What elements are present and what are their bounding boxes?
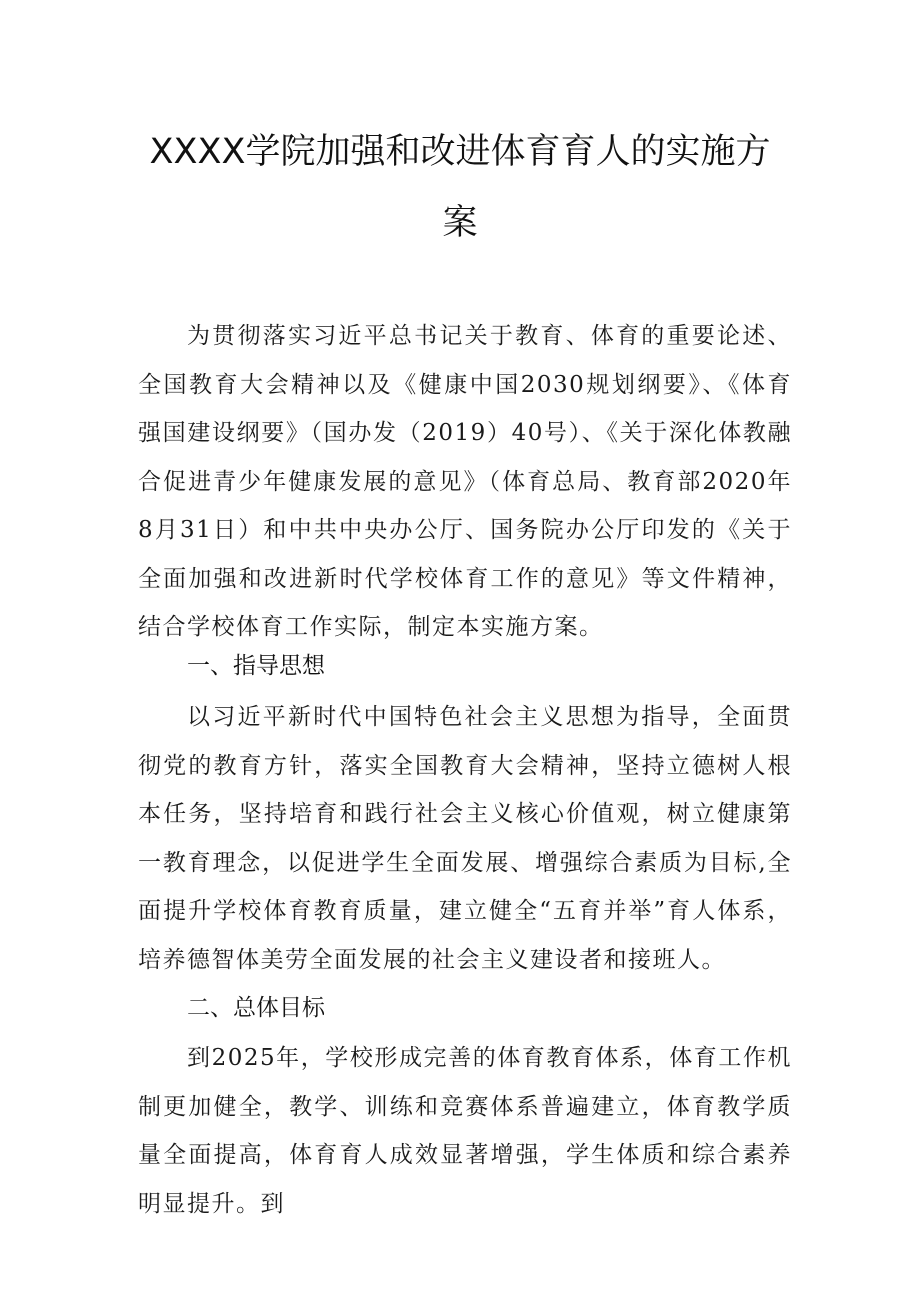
overall-goals-paragraph: 到2025年，学校形成完善的体育教育体系，体育工作机制更加健全，教学、训练和竞赛体系普遍建立，体育教学质量全面提高，体育育人成效显著增强，学生体质和综合素养明显提升。到: [138, 1045, 792, 1217]
guiding-ideology-paragraph: 以习近平新时代中国特色社会主义思想为指导，全面贯彻党的教育方针，落实全国教育大会精神，坚持立德树人根本任务，坚持培育和践行社会主义核心价值观，树立健康第一教育理念，以促进学生全面发展、增强综合素质为目标,全面提升学校体育教育质量，建立健全“五育并举”育人体系，培养德智体美劳全面发展的社会主义建设者和接班人。: [138, 704, 792, 973]
document-title-line2: 案: [442, 203, 478, 243]
section-heading-overall-goals: 二、总体目标: [187, 995, 325, 1021]
section-heading-guiding-ideology: 一、指导思想: [187, 653, 325, 679]
intro-paragraph: 为贯彻落实习近平总书记关于教育、体育的重要论述、全国教育大会精神以及《健康中国2030规划纲要》、《体育强国建设纲要》（国办发（2019）40号）、《关于深化体教融合促进青少年健康发展的意见》（体育总局、教育部2020年8月31日）和中共中央办公厅、国务院办公厅印发的《关于全面加强和改进新时代学校体育工作的意见》等文件精神，结合学校体育工作实际，制定本实施方案。: [138, 323, 792, 640]
document-title-line1: XXXX学院加强和改进体育育人的实施方: [149, 132, 771, 172]
